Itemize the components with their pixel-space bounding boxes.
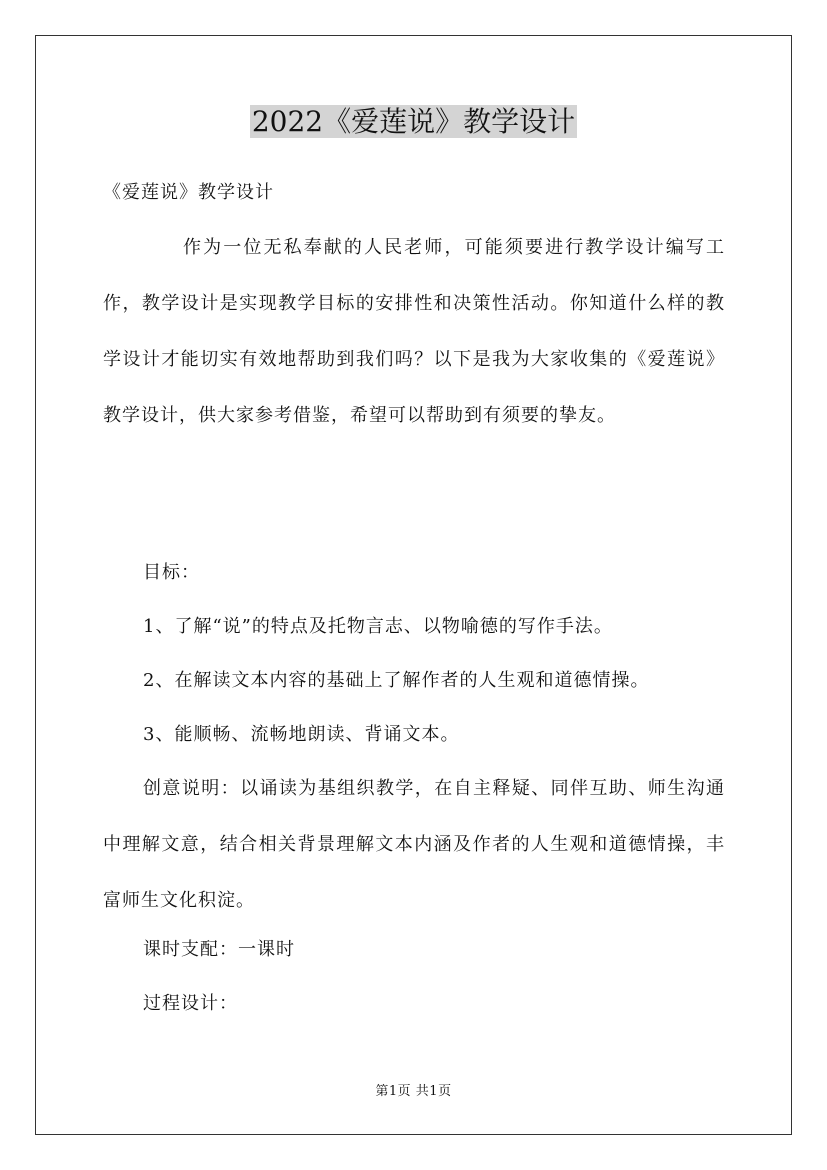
page-footer: 第1页 共1页 (375, 1084, 452, 1099)
goals-label: 目标： (143, 562, 200, 583)
intro-paragraph: 作为一位无私奉献的人民老师，可能须要进行教学设计编写工作，教学设计是实现教学目标的安排性和决策性活动。你知道什么样的教学设计才能切实有效地帮助到我们吗？以下是我为大家收集的《爱莲说》教学设计，供大家参考借鉴，希望可以帮助到有须要的挚友。 (103, 237, 725, 426)
document-title-text: 2022《爱莲说》教学设计 (251, 105, 576, 138)
class-time-line: 课时支配：一课时 (143, 939, 295, 960)
goal-item: 3、能顺畅、流畅地朗读、背诵文本。 (143, 724, 460, 745)
process-label: 过程设计： (143, 993, 238, 1014)
document-subtitle: 《爱莲说》教学设计 (103, 182, 274, 203)
goal-item: 1、了解“说”的特点及托物言志、以物喻德的写作手法。 (143, 616, 613, 637)
document-title (0, 100, 827, 144)
creative-note-paragraph: 创意说明：以诵读为基组织教学，在自主释疑、同伴互助、师生沟通中理解文意，结合相关背景理解文本内涵及作者的人生观和道德情操，丰富师生文化积淀。 (103, 778, 725, 911)
goal-item: 2、在解读文本内容的基础上了解作者的人生观和道德情操。 (143, 670, 650, 691)
